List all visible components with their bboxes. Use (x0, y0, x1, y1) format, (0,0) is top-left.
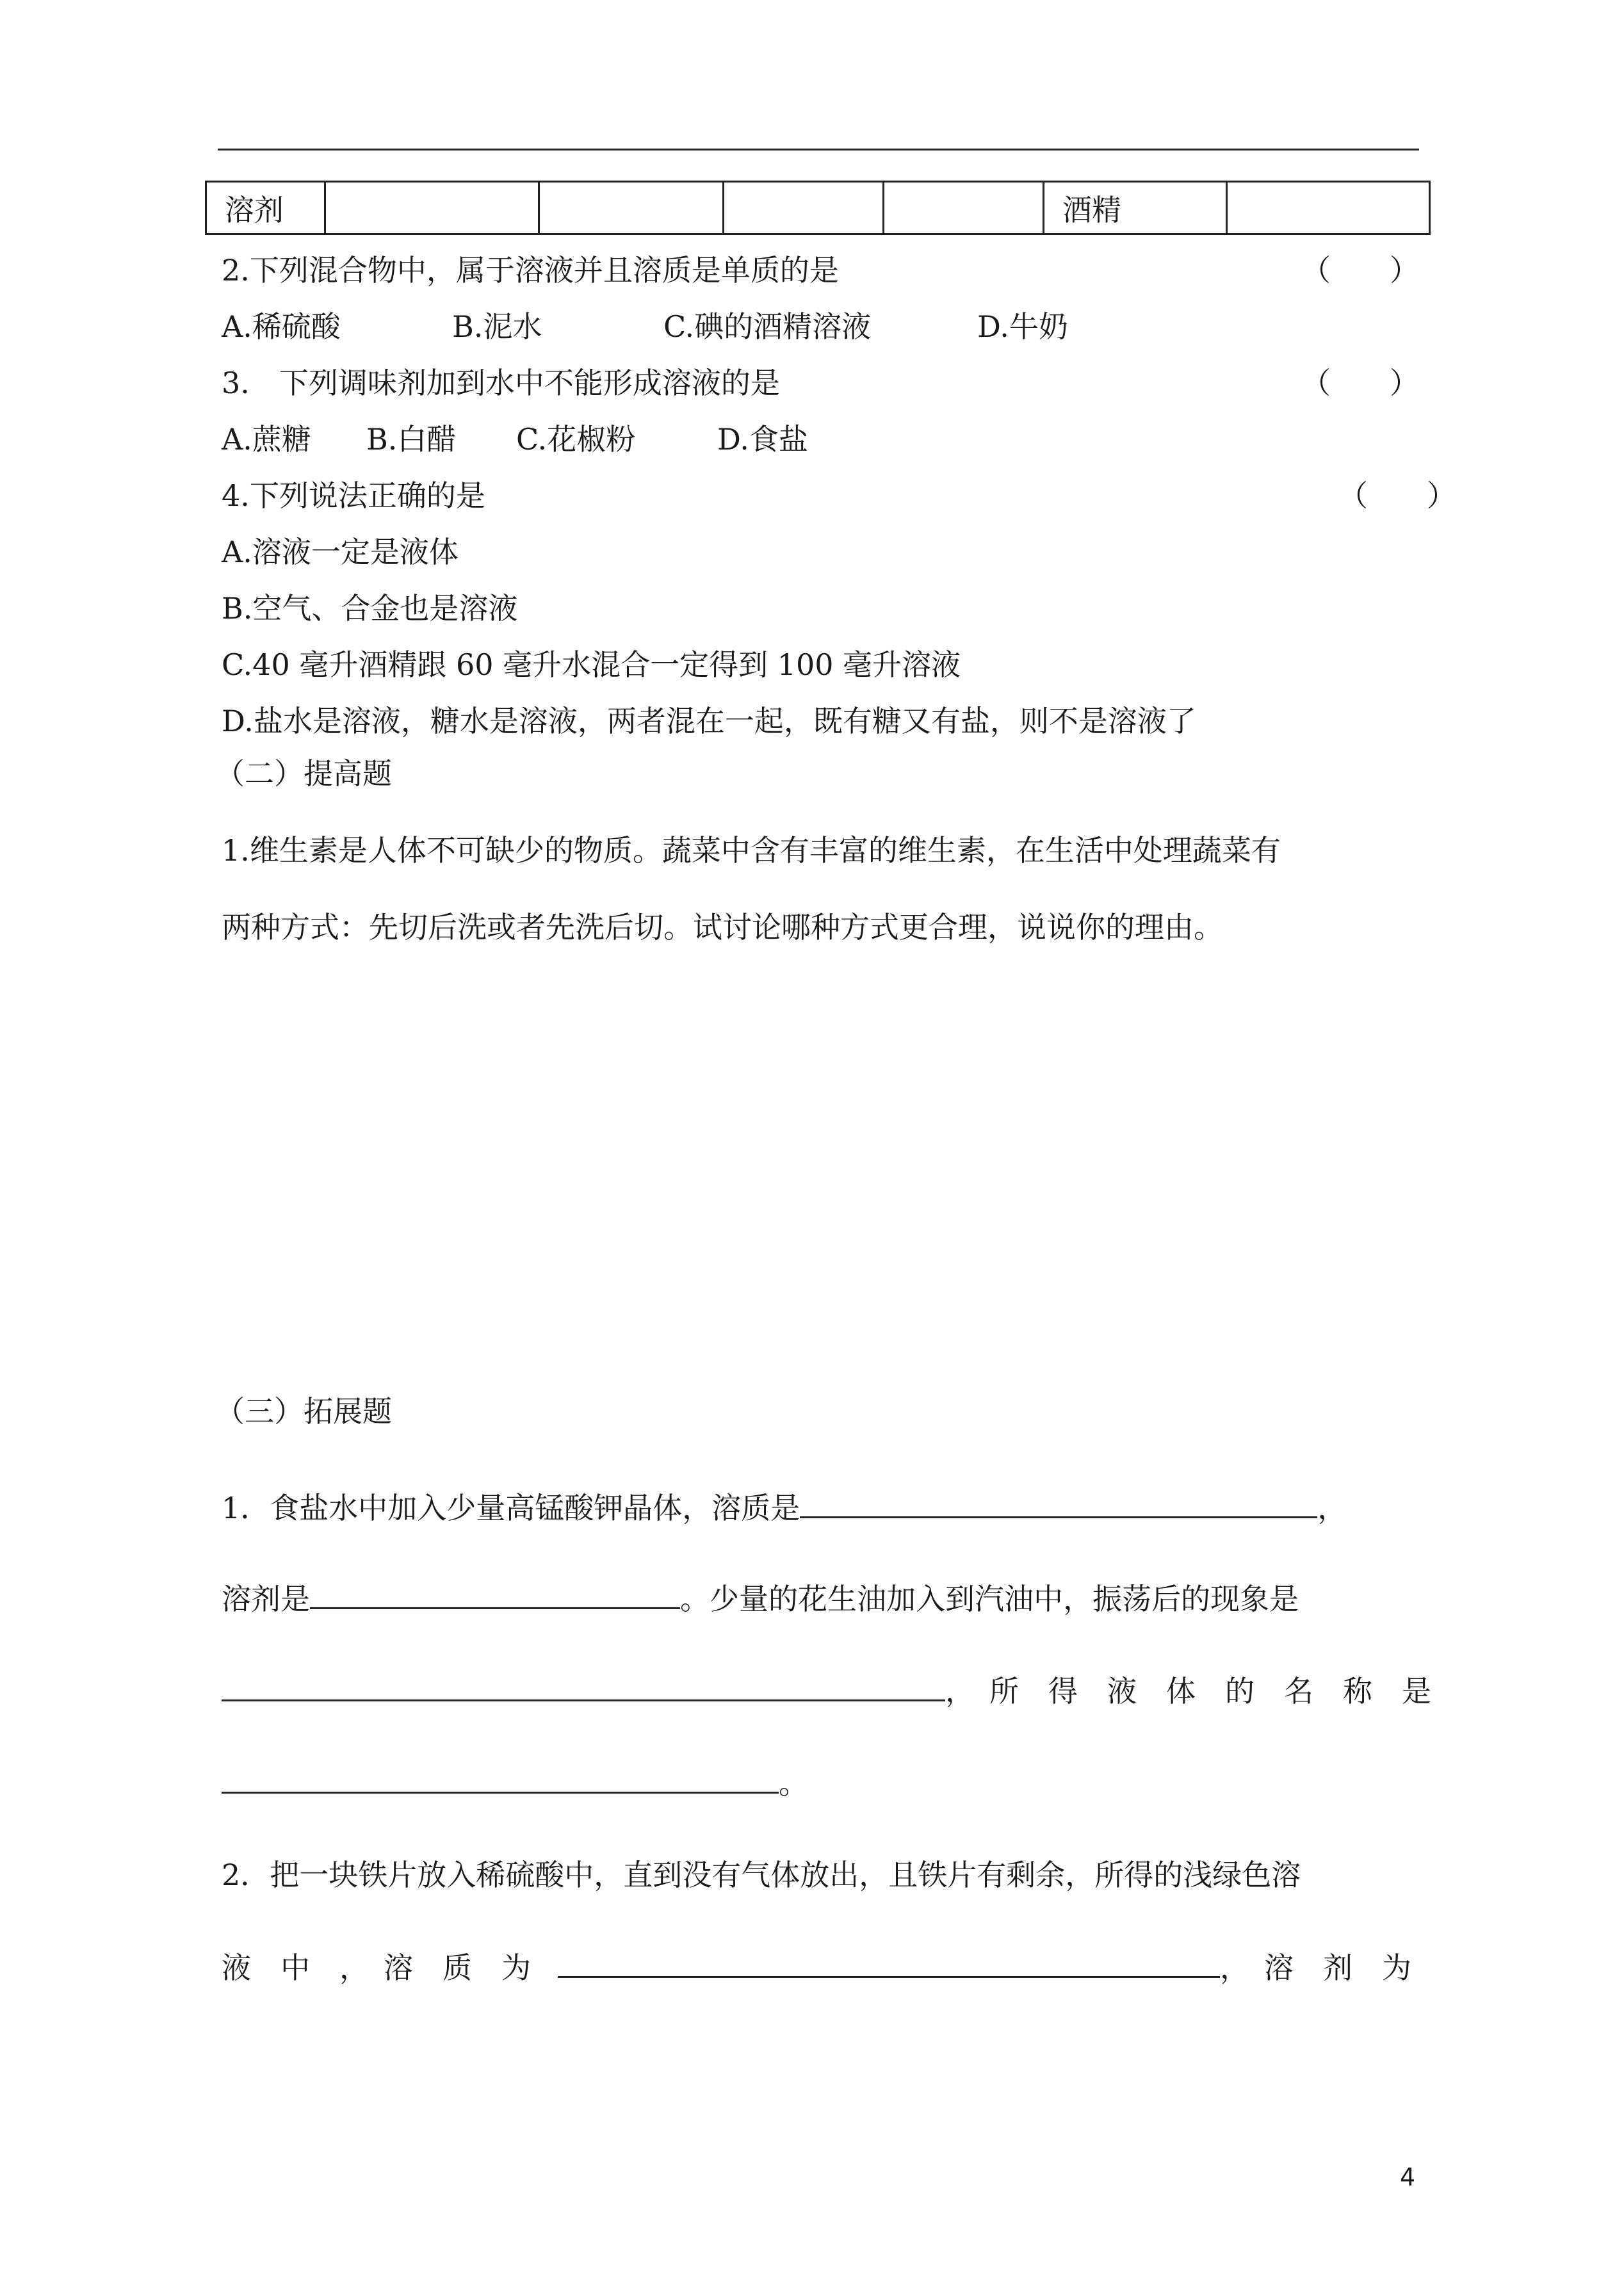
q2-option-c: C.碘的酒精溶液 (663, 309, 872, 344)
q2-option-b: B.泥水 (452, 309, 542, 344)
section-2-q1-line2: 两种方式：先切后洗或者先洗后切。试讨论哪种方式更合理，说说你的理由。 (222, 910, 1223, 945)
q2-solute-prompt: 液 中 ， 溶 质 为 (222, 1950, 531, 1985)
section-3-q1-line1 (222, 1488, 1347, 1527)
q1-comma: ， (1317, 1491, 1347, 1525)
q2-answer-paren: （ ） (1301, 253, 1419, 288)
section-2-title: （二）提高题 (215, 756, 392, 791)
section-3-q1-line4 (222, 1764, 808, 1803)
table-cell (1227, 182, 1430, 234)
q2-solute-answer-blank[interactable] (558, 1948, 1220, 1978)
q1-solvent-prompt: 溶剂是 (222, 1582, 310, 1616)
section-3-q2-line2 (222, 1948, 1411, 1987)
table-row-label: 溶剂 (206, 182, 325, 234)
solvent-answer-blank[interactable] (310, 1579, 680, 1609)
q3-option-b: B.白醋 (366, 422, 457, 457)
q1-phenomenon-prompt: 。少量的花生油加入到汽油中，振荡后的现象是 (680, 1582, 1299, 1616)
q4-option-b: B.空气、合金也是溶液 (222, 591, 518, 626)
table-cell (325, 182, 539, 234)
section-3-q1-line3 (222, 1671, 1431, 1710)
q2-solvent-prompt: ， 溶 剂 为 (1220, 1950, 1411, 1985)
q4-stem: 4.下列说法正确的是 (222, 478, 485, 513)
table-cell: 酒精 (1044, 182, 1227, 234)
solute-answer-blank[interactable] (800, 1488, 1317, 1518)
q4-answer-paren: （ ） (1338, 478, 1456, 513)
q4-option-c: C.40 毫升酒精跟 60 毫升水混合一定得到 100 毫升溶液 (222, 647, 961, 682)
q1-period: 。 (779, 1766, 808, 1801)
q3-stem: 3. 下列调味剂加到水中不能形成溶液的是 (222, 366, 780, 400)
q3-option-a: A.蔗糖 (222, 422, 311, 457)
header-rule (218, 149, 1419, 150)
q3-option-d: D.食盐 (717, 422, 808, 457)
liquid-name-answer-blank[interactable] (222, 1764, 779, 1794)
section-2-q1-line1: 1.维生素是人体不可缺少的物质。蔬菜中含有丰富的维生素，在生活中处理蔬菜有 (222, 833, 1281, 868)
q4-option-a: A.溶液一定是液体 (222, 535, 459, 569)
section-3-q1-line2 (222, 1579, 1299, 1618)
table-cell (724, 182, 884, 234)
section-3-q2-line1: 2．把一块铁片放入稀硫酸中，直到没有气体放出，且铁片有剩余，所得的浅绿色溶 (222, 1858, 1301, 1892)
q1-solute-prompt: 1．食盐水中加入少量高锰酸钾晶体，溶质是 (222, 1491, 800, 1525)
q4-option-d: D.盐水是溶液，糖水是溶液，两者混在一起，既有糖又有盐，则不是溶液了 (222, 704, 1196, 738)
q2-option-a: A.稀硫酸 (222, 309, 341, 344)
phenomenon-answer-blank[interactable] (222, 1671, 945, 1701)
q1-liquid-name-prompt: ， 所 得 液 体 的 名 称 是 (945, 1674, 1431, 1708)
section-3-title: （三）拓展题 (215, 1394, 392, 1429)
q2-stem: 2.下列混合物中，属于溶液并且溶质是单质的是 (222, 253, 839, 288)
page-number: 4 (1400, 2163, 1416, 2191)
table-row (206, 182, 1430, 234)
table-cell (539, 182, 724, 234)
solvent-table (205, 181, 1431, 235)
q3-answer-paren: （ ） (1301, 366, 1419, 400)
q2-option-d: D.牛奶 (977, 309, 1068, 344)
table-cell (884, 182, 1044, 234)
q3-option-c: C.花椒粉 (516, 422, 636, 457)
